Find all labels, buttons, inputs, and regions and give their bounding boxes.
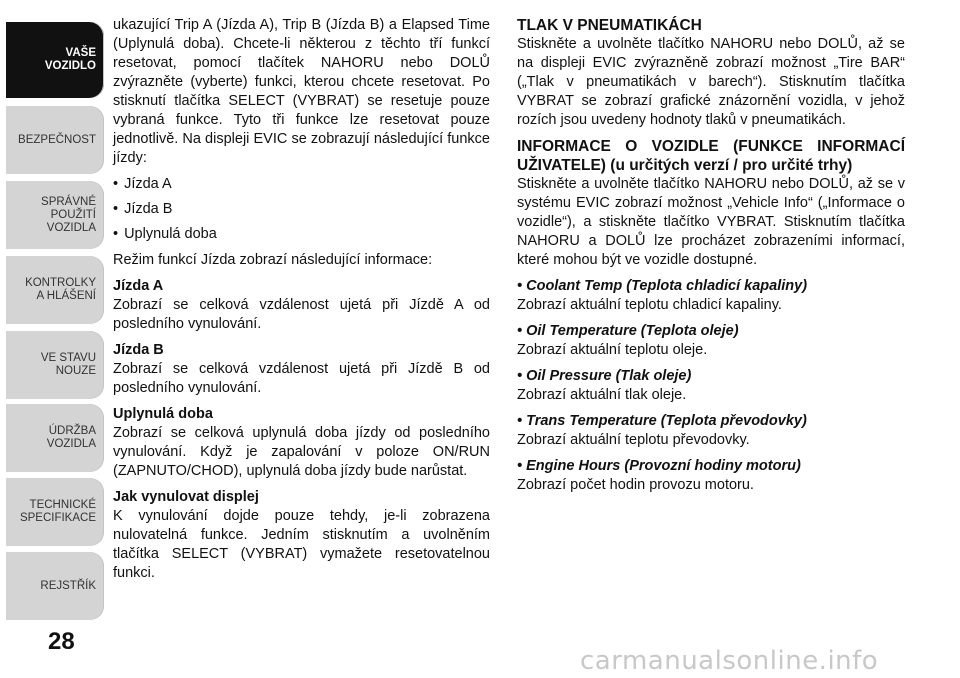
section-heading-trip-a: Jízda A bbox=[113, 278, 164, 294]
item-title: Oil Pressure (Tlak oleje) bbox=[526, 368, 692, 384]
list-item: • Uplynulá doba bbox=[113, 225, 490, 244]
item-body-engine-hours: Zobrazí počet hodin provozu motoru. bbox=[517, 477, 754, 493]
section-heading-reset: Jak vynulovat displej bbox=[113, 489, 259, 505]
tab-label: SPRÁVNÉ POUŽITÍ VOZIDLA bbox=[41, 195, 96, 234]
item-heading-coolant: • Coolant Temp (Teplota chladicí kapaliny) bbox=[517, 278, 808, 294]
tab-label: TECHNICKÉ SPECIFIKACE bbox=[19, 499, 96, 524]
right-column bbox=[517, 16, 905, 502]
tab-spravne-pouziti[interactable] bbox=[6, 181, 104, 249]
heading-vehicle-info: INFORMACE O VOZIDLE (FUNKCE INFORMACÍ UŽIVATELE) (u určitých verzí / pro určité trhy) bbox=[517, 138, 905, 174]
item-title: Oil Temperature (Teplota oleje) bbox=[526, 323, 739, 339]
body-tire-pressure: Stiskněte a uvolněte tlačítko NAHORU nebo DOLŮ, až se na displeji EVIC zvýrazněně zobrazí možnost „Tire BAR“ („Tlak v pneumatikách v barech“). Stisknutím tlačítka VYBRAT se zobrazí grafické znázornění vozidla, v jehož rozích jsou uvedeny hodnoty tlaků v pneumatikách. bbox=[517, 36, 905, 128]
tab-rejstrik[interactable] bbox=[6, 552, 104, 620]
item-body-coolant: Zobrazí aktuální teplotu chladicí kapaliny. bbox=[517, 297, 782, 313]
item-title: Engine Hours (Provozní hodiny motoru) bbox=[526, 458, 801, 474]
section-body-reset: K vynulování dojde pouze tehdy, je-li zobrazena nulovatelná funkce. Jedním stisknutím a uvolněním tlačítka SELECT (VYBRAT) vymažete resetovatelnou funkci. bbox=[113, 508, 490, 581]
tab-ve-stavu-nouze[interactable] bbox=[6, 331, 104, 399]
tab-udrzba[interactable] bbox=[6, 404, 104, 472]
item-heading-trans-temp: • Trans Temperature (Teplota převodovky) bbox=[517, 413, 807, 429]
watermark: carmanualsonline.info bbox=[580, 646, 879, 676]
list-item: • Jízda A bbox=[113, 175, 490, 194]
tab-label: REJSTŘÍK bbox=[40, 579, 96, 592]
left-column bbox=[113, 16, 490, 590]
mode-paragraph: Režim funkcí Jízda zobrazí následující informace: bbox=[113, 252, 433, 268]
section-heading-trip-b: Jízda B bbox=[113, 342, 164, 358]
item-body-oil-pressure: Zobrazí aktuální tlak oleje. bbox=[517, 387, 687, 403]
list-item: • Jízda B bbox=[113, 200, 490, 219]
tab-label: VAŠE VOZIDLO bbox=[44, 47, 96, 72]
item-body-trans-temp: Zobrazí aktuální teplotu převodovky. bbox=[517, 432, 750, 448]
trip-list bbox=[113, 175, 490, 244]
section-body-trip-a: Zobrazí se celková vzdálenost ujetá při Jízdě A od posledního vynulování. bbox=[113, 297, 490, 332]
page-number: 28 bbox=[48, 628, 75, 655]
tab-technicke-specifikace[interactable] bbox=[6, 478, 104, 546]
tab-vase-vozidlo[interactable] bbox=[6, 22, 104, 98]
chapter-sidebar bbox=[0, 0, 110, 678]
item-title: Coolant Temp (Teplota chladicí kapaliny) bbox=[526, 278, 808, 294]
item-heading-oil-pressure: • Oil Pressure (Tlak oleje) bbox=[517, 368, 692, 384]
intro-paragraph: ukazující Trip A (Jízda A), Trip B (Jízda B) a Elapsed Time (Uplynulá doba). Chcete-li některou z těchto tří funkcí resetovat, pomocí tlačítek NAHORU nebo DOLŮ zvýrazněte (vyberte) funkci, kterou chcete resetovat. Po stisknutí tlačítka SELECT (VYBRAT) se resetuje pouze vybraná funkce. Tyto tři funkce lze resetovat pouze jednotlivě. Na displeji EVIC se zobrazují následující funkce jízdy: bbox=[113, 17, 490, 166]
tab-label: VE STAVU NOUZE bbox=[40, 352, 96, 377]
item-heading-oil-temp: • Oil Temperature (Teplota oleje) bbox=[517, 323, 739, 339]
tab-label: KONTROLKY A HLÁŠENÍ bbox=[25, 277, 96, 302]
tab-kontrolky[interactable] bbox=[6, 256, 104, 324]
section-body-elapsed: Zobrazí se celková uplynulá doba jízdy od posledního vynulování. Když je zapalování v poloze ON/RUN (ZAPNUTO/CHOD), uplynulá doba jízdy bude narůstat. bbox=[113, 425, 490, 479]
item-heading-engine-hours: • Engine Hours (Provozní hodiny motoru) bbox=[517, 458, 801, 474]
body-vehicle-info: Stiskněte a uvolněte tlačítko NAHORU nebo DOLŮ, až se v systému EVIC zobrazí možnost „Vehicle Info“ („Informace o vozidle“), a stiskněte tlačítko VYBRAT. Stisknutím tlačítka NAHORU a DOLŮ lze procházet zobrazeními informací, které mohou být ve vozidle dostupné. bbox=[517, 176, 905, 268]
item-body-oil-temp: Zobrazí aktuální teplotu oleje. bbox=[517, 342, 708, 358]
section-heading-elapsed: Uplynulá doba bbox=[113, 406, 213, 422]
section-body-trip-b: Zobrazí se celková vzdálenost ujetá při Jízdě B od posledního vynulování. bbox=[113, 361, 490, 396]
heading-tire-pressure: TLAK V PNEUMATIKÁCH bbox=[517, 17, 702, 34]
tab-bezpecnost[interactable] bbox=[6, 106, 104, 174]
tab-label: BEZPEČNOST bbox=[18, 133, 96, 146]
item-title: Trans Temperature (Teplota převodovky) bbox=[526, 413, 807, 429]
tab-label: ÚDRŽBA VOZIDLA bbox=[46, 425, 96, 450]
